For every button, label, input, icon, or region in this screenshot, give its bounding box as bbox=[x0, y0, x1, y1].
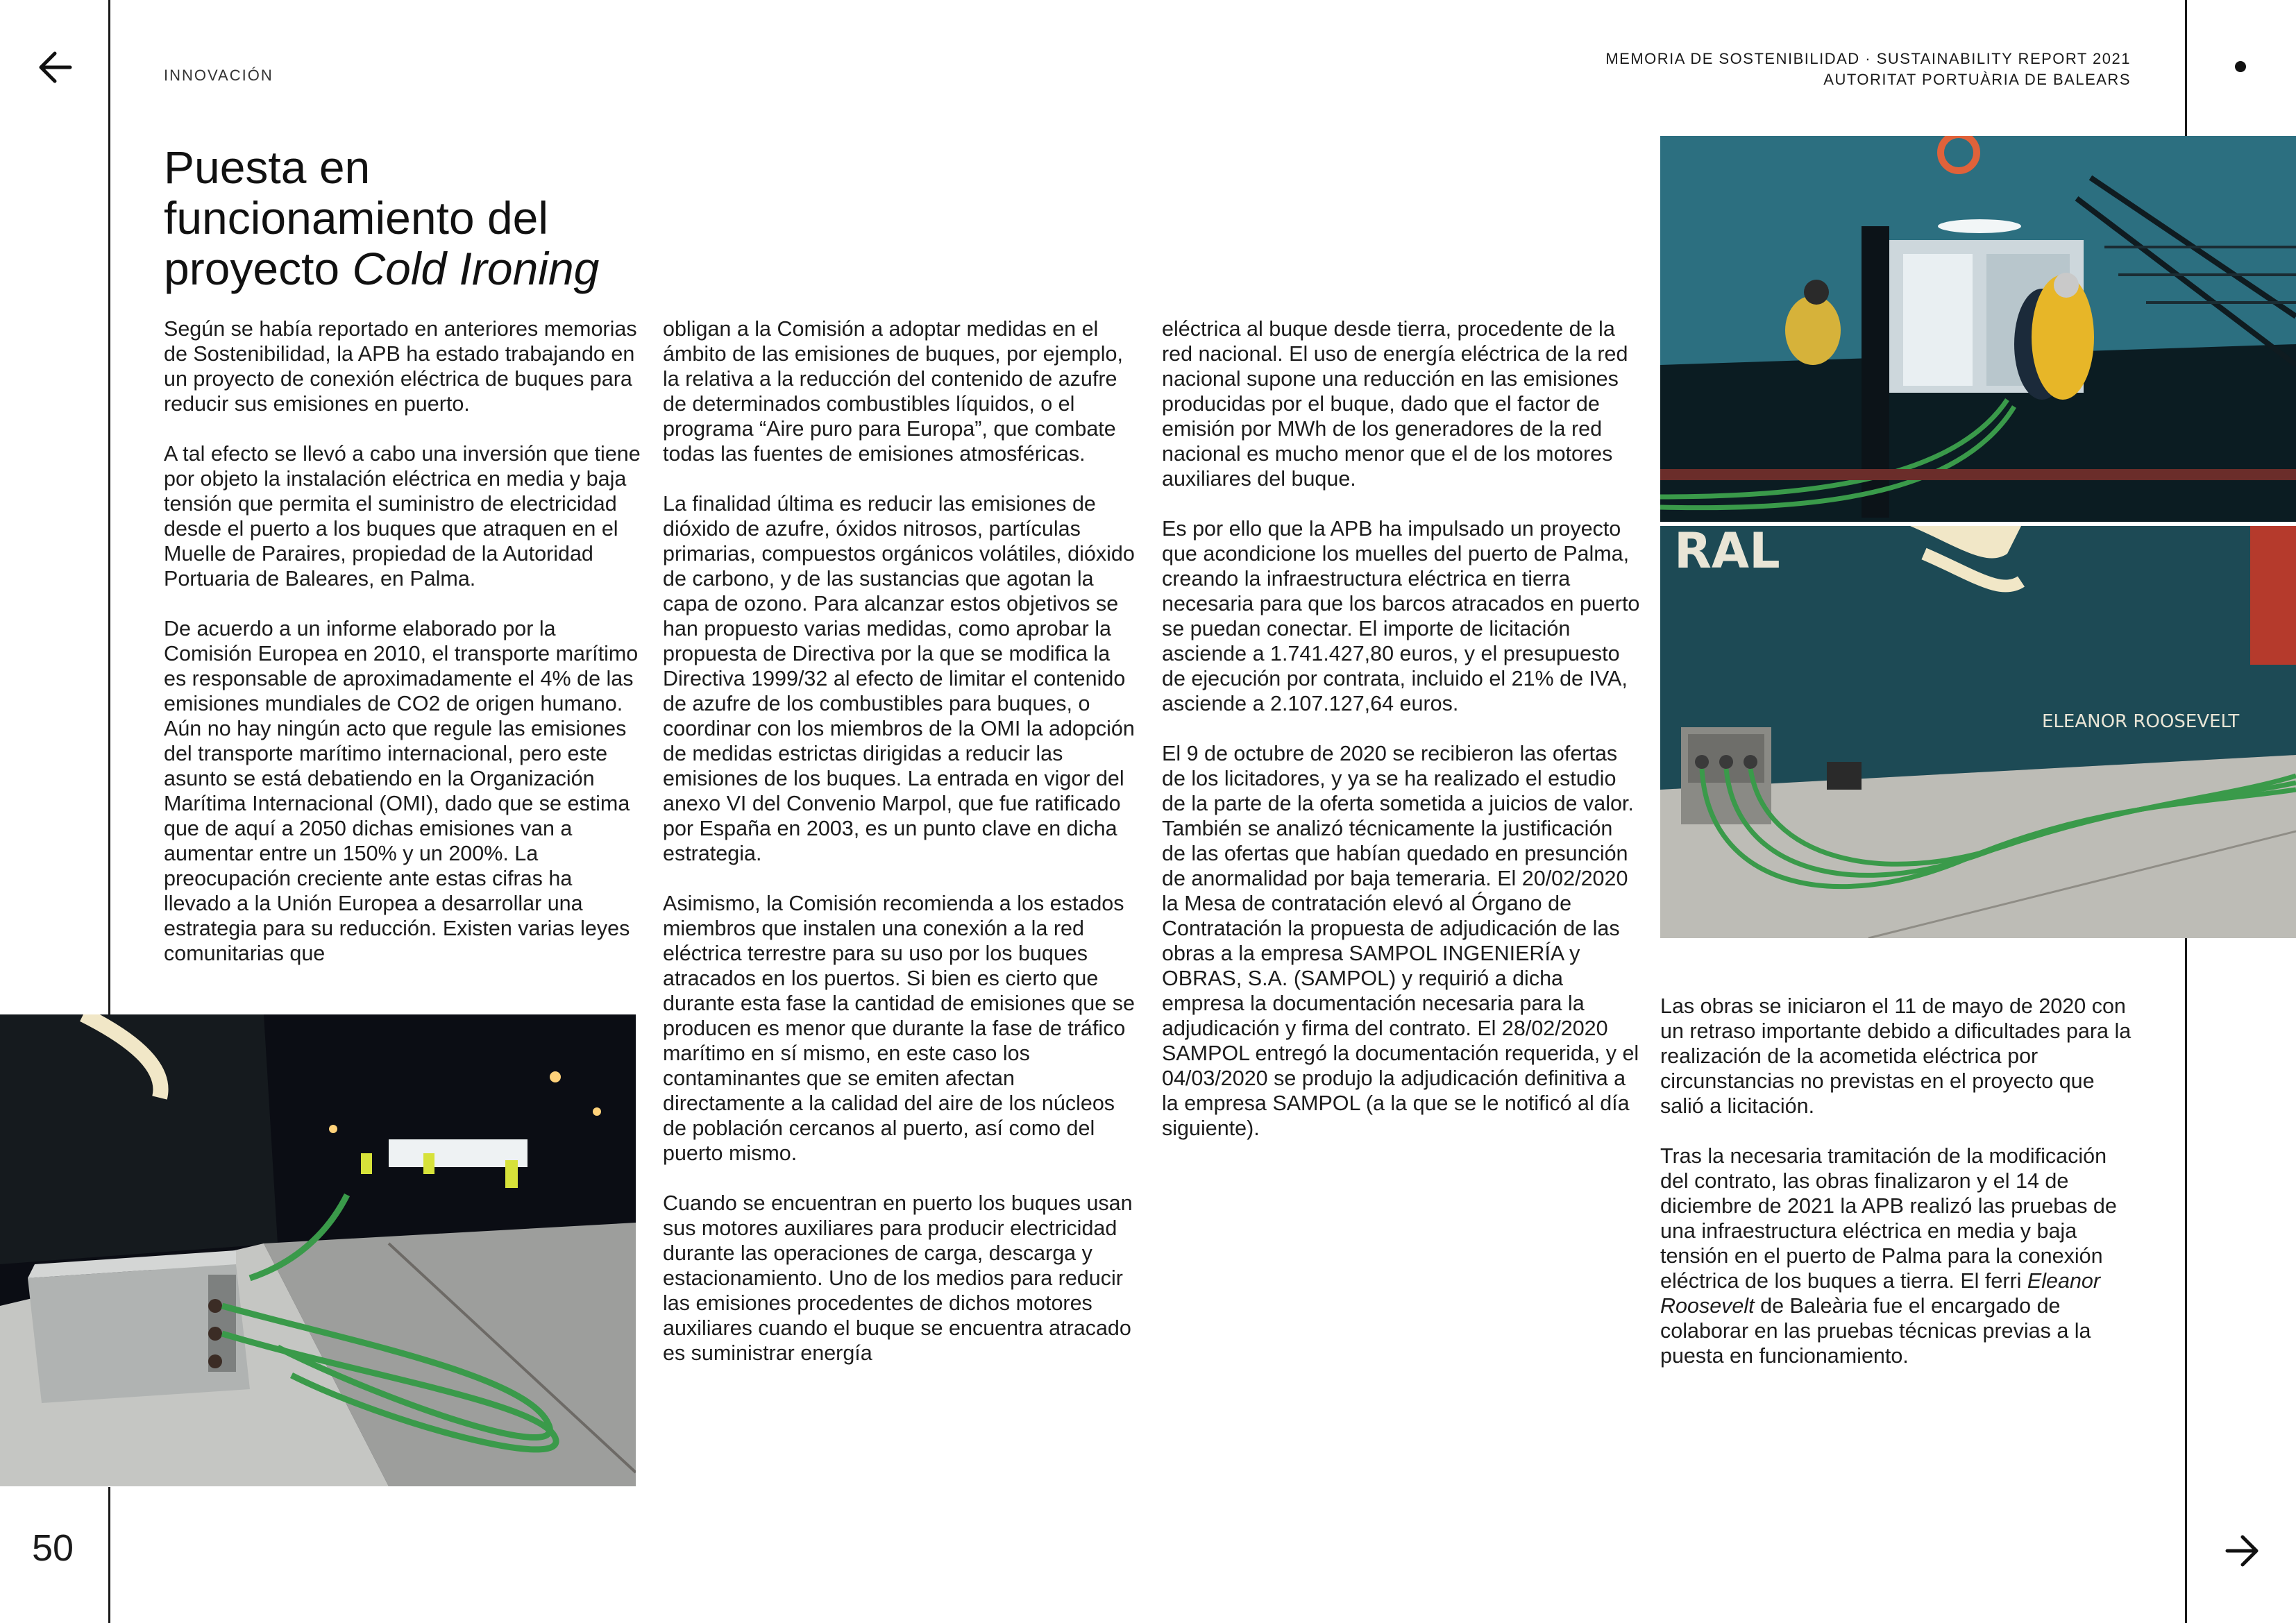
paragraph: Según se había reportado en anteriores memorias de Sostenibilidad, la APB ha estado trabajando en un proyecto de conexión eléctrica de buques para reducir sus emisiones en puerto. bbox=[164, 317, 637, 416]
paragraph: El 9 de octubre de 2020 se recibieron las ofertas de los licitadores, y ya se ha realizado el estudio de la parte de la oferta sometida a juicios de valor. También se analizó técnicamente la justificación de las ofertas que habían quedado en presunción de anormalidad por baja temeraria. El 20/02/2020 la Mesa de contratación elevó al Órgano de Contratación la propuesta de adjudicación de las obras a la empresa SAMPOL INGENIERÍA y OBRAS, S.A. (SAMPOL) y requirió a dicha empresa la documentación necesaria para la adjudicación y firma del contrato. El 28/02/2020 SAMPOL entregó la documentación requerida, y el 04/03/2020 se produjo la adjudicación definitiva a la empresa SAMPOL (a la que se le notificó al día siguiente). bbox=[1162, 742, 1639, 1140]
left-margin-rule-bottom bbox=[108, 1487, 110, 1623]
title-line-3: proyecto bbox=[164, 243, 353, 294]
right-margin-rule bbox=[2185, 0, 2187, 136]
page-indicator-dot bbox=[2235, 61, 2246, 72]
ship-name-italic: Eleanor Roosevelt bbox=[1660, 1269, 2101, 1318]
arrow-left-icon bbox=[35, 48, 74, 87]
paragraph: Cuando se encuentran en puerto los buques usan sus motores auxiliares para producir electricidad durante las operaciones de carga, descarga y estacionamiento. Uno de los medios para reducir las emisiones procedentes de dichos motores auxiliares cuando el buque se encuentra atracado es suministrar energía bbox=[663, 1191, 1133, 1365]
page-title bbox=[164, 142, 650, 294]
paragraph: A tal efecto se llevó a cabo una inversión que tiene por objeto la instalación eléctrica en media y baja tensión que permita el suministro de electricidad desde el puerto a los buques que atraquen en el Muelle de Paraires, propiedad de la Autoridad Portuaria de Baleares, en Palma. bbox=[164, 442, 641, 590]
title-line-2: funcionamiento del bbox=[164, 192, 549, 244]
paragraph: obligan a la Comisión a adoptar medidas en el ámbito de las emisiones de buques, por ejemplo, la relativa a la reducción del contenido de azufre de determinados combustibles líquidos, o el programa “Aire puro para Europa”, que combate todas las fuentes de emisiones atmosféricas. bbox=[663, 317, 1123, 466]
left-margin-rule bbox=[108, 0, 110, 1014]
paragraph: Es por ello que la APB ha impulsado un proyecto que acondicione los muelles del puerto de Palma, creando la infraestructura eléctrica en tierra necesaria para que los barcos atracados en puerto se puedan conectar. El importe de licitación asciende a 1.741.427,80 euros, y el presupuesto de ejecución por contrata, incluido el 21% de IVA, asciende a 2.107.127,64 euros. bbox=[1162, 517, 1640, 715]
right-margin-rule-bottom bbox=[2185, 938, 2187, 1623]
ship-name-lettering: ELEANOR ROOSEVELT bbox=[2042, 711, 2240, 732]
paragraph: De acuerdo a un informe elaborado por la Comisión Europea en 2010, el transporte marítimo es responsable de aproximadamente el 4% de las emisiones mundiales de CO2 de origen humano. Aún no hay ningún acto que regule las emisiones del transporte marítimo internacional, pero este asunto se está debatiendo en la Organización Marítima Internacional (OMI), dado que se estima que de aquí a 2050 dichas emisiones van a aumentar entre un 150% y un 200%. La preocupación creciente ante estas cifras ha llevado a la Unión Europea a desarrollar una estrategia para su reducción. Existen varias leyes comunitarias que bbox=[164, 617, 639, 965]
title-italic: Cold Ironing bbox=[352, 243, 600, 294]
report-title: MEMORIA DE SOSTENIBILIDAD · SUSTAINABILITY REPORT 2021 bbox=[1605, 50, 2131, 67]
photo-crew-connection bbox=[1660, 136, 2296, 522]
paragraph: Asimismo, la Comisión recomienda a los estados miembros que instalen una conexión a la red eléctrica terrestre para su uso por los buques atracados en los puertos. Si bien es cierto que durante esta fase la cantidad de emisiones que se producen es menor que durante la fase de tráfico marítimo en sí mismo, en este caso los contaminantes que se emiten afectan directamente a la calidad del aire de los núcleos de población cercanos al puerto, así como del puerto mismo. bbox=[663, 892, 1135, 1165]
text-column-2 bbox=[663, 316, 1142, 1366]
paragraph: eléctrica al buque desde tierra, procedente de la red nacional. El uso de energía eléctrica de la red nacional supone una reducción en las emisiones producidas por el buque, dado que el factor de emisión por MWh de los generadores de la red nacional es mucho menor que el de los motores auxiliares del buque. bbox=[1162, 317, 1628, 491]
hull-lettering: RAL bbox=[1674, 526, 1780, 579]
title-line-1: Puesta en bbox=[164, 142, 371, 193]
photo-quay-night bbox=[0, 1014, 636, 1486]
back-button[interactable] bbox=[31, 43, 79, 92]
next-button[interactable] bbox=[2218, 1527, 2267, 1575]
text-column-1 bbox=[164, 316, 643, 966]
section-label: INNOVACIÓN bbox=[164, 67, 273, 84]
paragraph: Tras la necesaria tramitación de la modificación del contrato, las obras finalizaron y el 14 de diciembre de 2021 la APB realizó las pruebas de una infraestructura eléctrica en media y baja tensión en el puerto de Palma para la conexión eléctrica de los buques a tierra. El ferri Eleanor Roosevelt de Baleària fue el encargado de colaborar en las pruebas técnicas previas a la puesta en funcionamiento. bbox=[1660, 1144, 2117, 1368]
text-column-4 bbox=[1660, 994, 2132, 1368]
report-header bbox=[1605, 49, 2131, 90]
arrow-right-icon bbox=[2223, 1531, 2262, 1570]
paragraph: Las obras se iniciaron el 11 de mayo de 2020 con un retraso importante debido a dificultades para la realización de la acometida eléctrica por circunstancias no previstas en el proyecto que salió a licitación. bbox=[1660, 994, 2132, 1118]
text-column-3 bbox=[1162, 316, 1641, 1141]
paragraph: La finalidad última es reducir las emisiones de dióxido de azufre, óxidos nitrosos, partículas primarias, compuestos orgánicos volátiles, dióxido de carbono, y de las sustancias que agotan la capa de ozono. Para alcanzar estos objetivos se han propuesto varias medidas, como aprobar la propuesta de Directiva por la que se modifica la Directiva 1999/32 al efecto de limitar el contenido de azufre de los combustibles para buques, o coordinar con los miembros de la OMI la adopción de medidas estrictas dirigidas a reducir las emisiones de los buques. La entrada en vigor del anexo VI del Convenio Marpol, que fue ratificado por España en 2003, es un punto clave en dicha estrategia. bbox=[663, 492, 1135, 865]
photo-ship-hull-connector bbox=[1660, 526, 2296, 938]
page-number: 50 bbox=[32, 1527, 74, 1569]
report-organization: AUTORITAT PORTUÀRIA DE BALEARS bbox=[1823, 71, 2131, 88]
